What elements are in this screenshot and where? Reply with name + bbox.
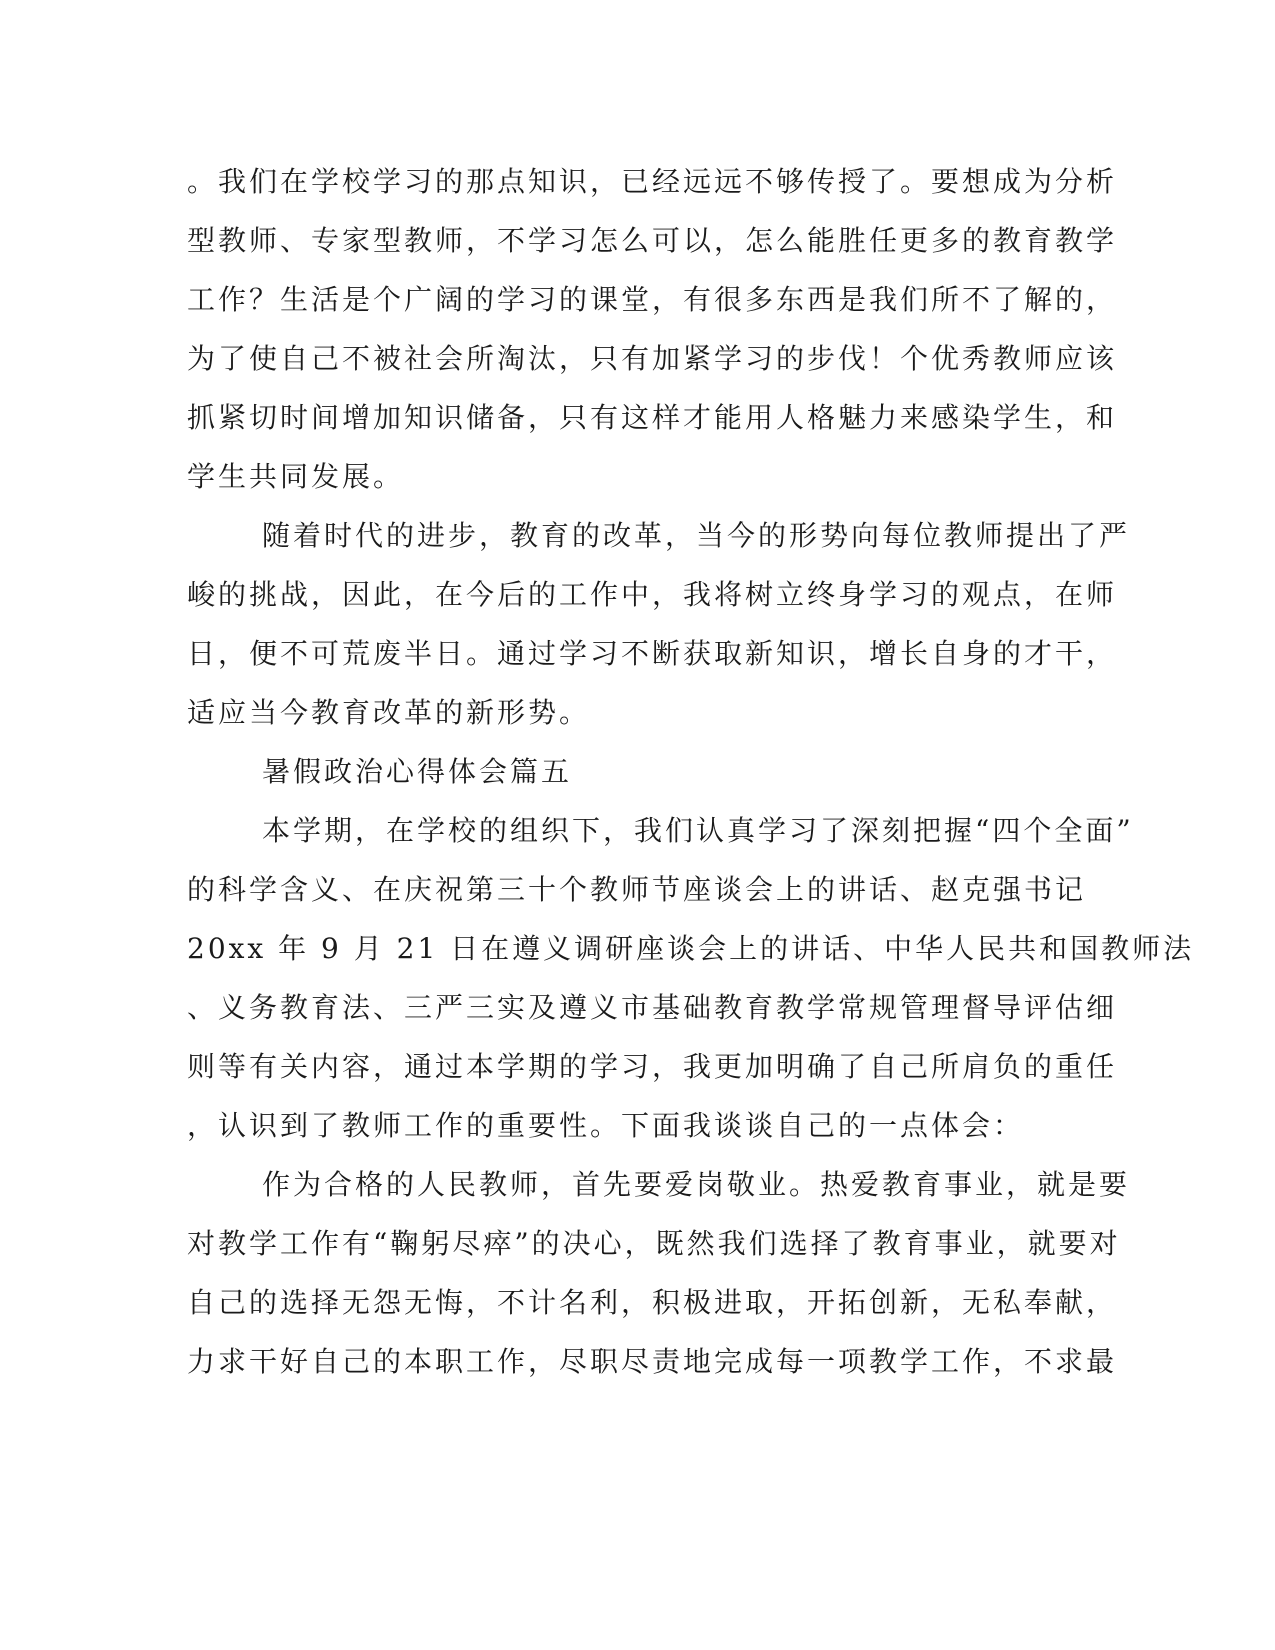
paragraph-first-line: 作为合格的人民教师，首先要爱岗敬业。热爱教育事业，就是要 — [262, 1168, 1131, 1201]
text-line: 峻的挑战，因此，在今后的工作中，我将树立终身学习的观点，在师 — [187, 578, 1118, 611]
text-line: 、义务教育法、三严三实及遵义市基础教育教学常规管理督导评估细 — [187, 991, 1118, 1024]
text-line: 适应当今教育改革的新形势。 — [187, 696, 591, 729]
text-line: 为了使自己不被社会所淘汰，只有加紧学习的步伐！个优秀教师应该 — [187, 342, 1118, 375]
section-heading: 暑假政治心得体会篇五 — [262, 755, 573, 788]
text-line: 则等有关内容，通过本学期的学习，我更加明确了自己所肩负的重任 — [187, 1050, 1118, 1083]
text-line: 。我们在学校学习的那点知识，已经远远不够传授了。要想成为分析 — [187, 165, 1118, 198]
text-line: 学生共同发展。 — [187, 460, 405, 493]
text-line: 自己的选择无怨无悔，不计名利，积极进取，开拓创新，无私奉献， — [187, 1286, 1118, 1319]
text-line: 型教师、专家型教师，不学习怎么可以，怎么能胜任更多的教育教学 — [187, 224, 1118, 257]
text-line: 20xx 年 9 月 21 日在遵义调研座谈会上的讲话、中华人民共和国教师法 — [187, 932, 1195, 965]
text-line: 的科学含义、在庆祝第三十个教师节座谈会上的讲话、赵克强书记 — [187, 873, 1087, 906]
text-line: 工作？生活是个广阔的学习的课堂，有很多东西是我们所不了解的， — [187, 283, 1118, 316]
text-line: 对教学工作有“鞠躬尽瘁”的决心，既然我们选择了教育事业，就要对 — [187, 1227, 1121, 1260]
text-line: ，认识到了教师工作的重要性。下面我谈谈自己的一点体会： — [187, 1109, 1025, 1142]
text-line: 日，便不可荒废半日。通过学习不断获取新知识，增长自身的才干， — [187, 637, 1118, 670]
text-line: 力求干好自己的本职工作，尽职尽责地完成每一项教学工作，不求最 — [187, 1345, 1118, 1378]
paragraph-first-line: 随着时代的进步，教育的改革，当今的形势向每位教师提出了严 — [262, 519, 1131, 552]
paragraph-first-line: 本学期，在学校的组织下，我们认真学习了深刻把握“四个全面” — [262, 814, 1134, 847]
text-line: 抓紧切时间增加知识储备，只有这样才能用人格魅力来感染学生，和 — [187, 401, 1118, 434]
